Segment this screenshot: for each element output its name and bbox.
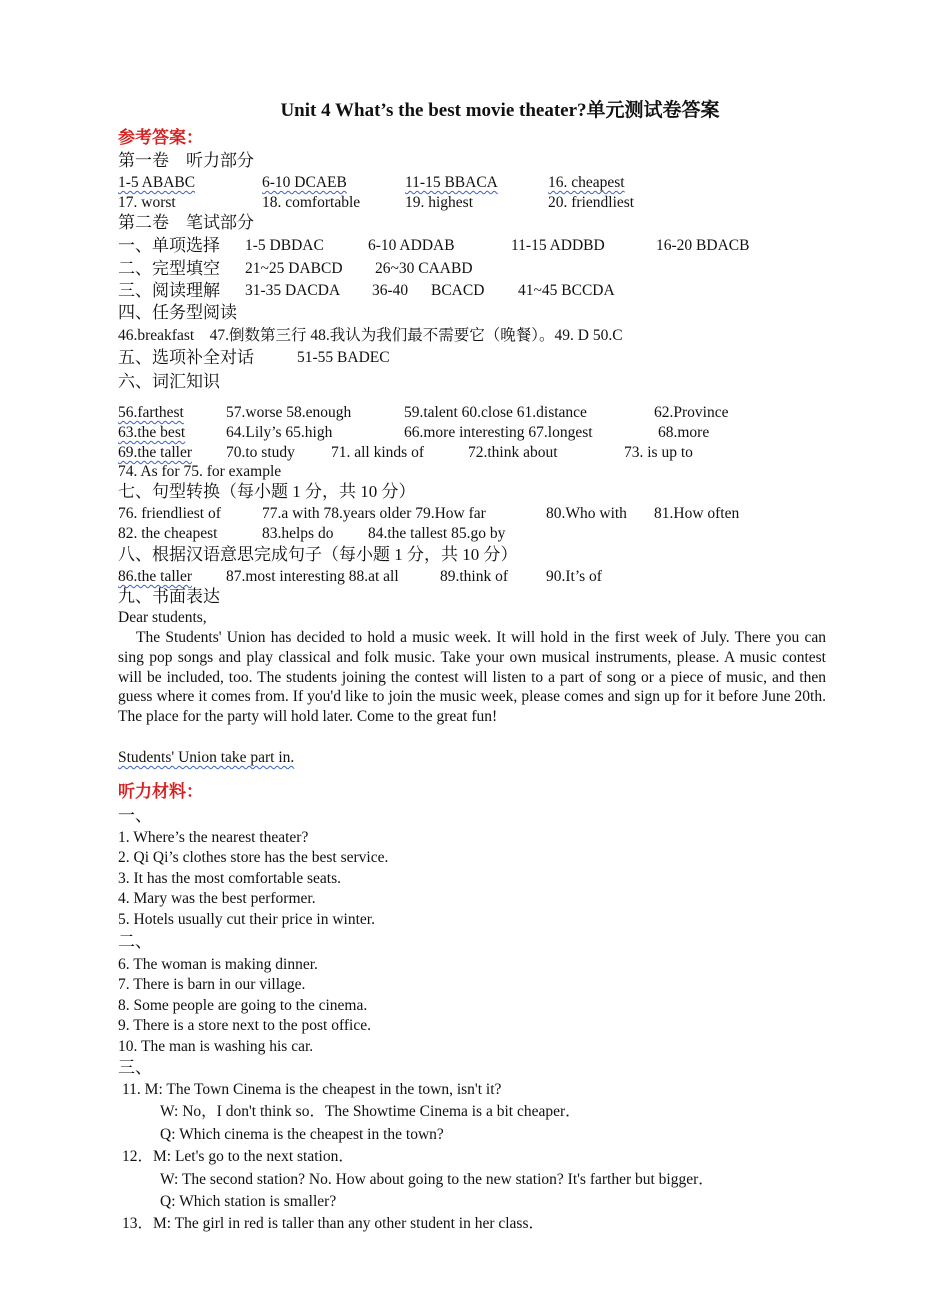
answer-cell: 56.farthest xyxy=(118,404,184,421)
answer-cell: 84.the tallest 85.go by xyxy=(368,525,506,542)
answer-cell: 31-35 DACDA xyxy=(245,282,341,299)
listening-item: 6. The woman is making dinner. xyxy=(118,956,318,973)
listening-part1-heading: 一、 xyxy=(118,806,152,825)
answer-cell: 26~30 CAABD xyxy=(375,260,473,277)
dialog-line: Q: Which station is smaller? xyxy=(160,1193,337,1210)
listening-item: 3. It has the most comfortable seats. xyxy=(118,870,341,887)
listening-part3-heading: 三、 xyxy=(118,1058,152,1077)
answer-cell: 81.How often xyxy=(654,505,740,522)
answer-cell: 82. the cheapest xyxy=(118,525,218,542)
answer-cell: 59.talent 60.close 61.distance xyxy=(404,404,587,421)
answer-cell: 71. all kinds of xyxy=(331,444,424,461)
answer-cell: 80.Who with xyxy=(546,505,627,522)
answer-cell: BCACD xyxy=(431,282,485,299)
section9-heading: 九、书面表达 xyxy=(118,587,220,606)
part2-heading: 第二卷 笔试部分 xyxy=(118,213,254,232)
section8-heading: 八、根据汉语意思完成句子（每小题 1 分，共 10 分） xyxy=(118,545,518,564)
dialog-line: 13．M: The girl in red is taller than any other student in her class． xyxy=(122,1215,544,1232)
answer-cell: 64.Lily’s 65.high xyxy=(226,424,333,441)
answer-cell: 17. worst xyxy=(118,194,176,211)
answer-cell: 69.the taller xyxy=(118,444,193,461)
answer-cell: 72.think about xyxy=(468,444,558,461)
dialog-line: W: No，I don't think so．The Showtime Cinema is a bit cheaper． xyxy=(160,1103,581,1120)
answer-cell: 11-15 BBACA xyxy=(405,174,498,191)
part1-heading: 第一卷 听力部分 xyxy=(118,151,254,170)
listening-item: 7. There is barn in our village. xyxy=(118,976,306,993)
listening-item: 5. Hotels usually cut their price in winter. xyxy=(118,911,375,928)
listening-item: 1. Where’s the nearest theater? xyxy=(118,829,309,846)
listening-item: 10. The man is washing his car. xyxy=(118,1038,314,1055)
vocab-row-4: 74. As for 75. for example xyxy=(118,463,282,480)
answer-cell: 6-10 ADDAB xyxy=(368,237,455,254)
dialog-line: Q: Which cinema is the cheapest in the town? xyxy=(160,1126,444,1143)
answer-cell: 66.more interesting 67.longest xyxy=(404,424,593,441)
answer-cell: 73. is up to xyxy=(624,444,693,461)
answer-cell: 68.more xyxy=(658,424,710,441)
section-label: 一、单项选择 xyxy=(118,236,220,255)
listening-material-heading: 听力材料： xyxy=(118,782,203,801)
dialog-line: 11. M: The Town Cinema is the cheapest in the town, isn't it? xyxy=(122,1081,502,1098)
listening-item: 8. Some people are going to the cinema. xyxy=(118,997,368,1014)
answer-cell: 86.the taller xyxy=(118,568,193,585)
letter-signature: Students' Union take part in. xyxy=(118,749,295,766)
letter-body: The Students' Union has decided to hold a music week. It will hold in the first week of July. There you can sing pop songs and play classical and folk music. Take your own musical instruments, please. A music contest will be included, too. The students joining the contest will listen to a part of song or a piece of music, and then guess where it comes from. If you'd like to join the music week, please comes and sign up for it before June 20th. The place for the party will hold later. Come to the great fun! xyxy=(118,629,826,726)
dialog-line: 12．M: Let's go to the next station． xyxy=(122,1148,354,1165)
answer-cell: 1-5 ABABC xyxy=(118,174,196,191)
answer-cell: 76. friendliest of xyxy=(118,505,221,522)
answer-cell: 19. highest xyxy=(405,194,474,211)
document-title: Unit 4 What’s the best movie theater?单元测试卷答案 xyxy=(280,100,720,121)
answer-cell: 16. cheapest xyxy=(548,174,625,191)
answer-cell: 36-40 xyxy=(372,282,409,299)
answer-cell: 18. comfortable xyxy=(262,194,361,211)
section6-heading: 六、词汇知识 xyxy=(118,372,220,391)
section4-heading: 四、任务型阅读 xyxy=(118,303,237,322)
section-label: 三、阅读理解 xyxy=(118,281,220,300)
answer-cell: 11-15 ADDBD xyxy=(511,237,605,254)
answer-cell: 89.think of xyxy=(440,568,509,585)
listening-part2-heading: 二、 xyxy=(118,932,152,951)
answer-cell: 51-55 BADEC xyxy=(297,349,390,366)
answer-cell: 41~45 BCCDA xyxy=(518,282,615,299)
answer-cell: 83.helps do xyxy=(262,525,334,542)
letter-greeting: Dear students, xyxy=(118,609,207,626)
answer-cell: 57.worse 58.enough xyxy=(226,404,352,421)
listening-item: 9. There is a store next to the post office. xyxy=(118,1017,371,1034)
answer-cell: 77.a with 78.years older 79.How far xyxy=(262,505,486,522)
dialog-line: W: The second station? No. How about going to the new station? It's farther but bigger． xyxy=(160,1171,714,1188)
section-label: 五、选项补全对话 xyxy=(118,348,254,367)
reference-answers-heading: 参考答案： xyxy=(118,128,203,147)
answer-cell: 21~25 DABCD xyxy=(245,260,343,277)
answer-cell: 16-20 BDACB xyxy=(656,237,750,254)
answer-cell: 62.Province xyxy=(654,404,729,421)
answer-cell: 90.It’s of xyxy=(546,568,602,585)
answer-cell: 6-10 DCAEB xyxy=(262,174,347,191)
section-label: 二、完型填空 xyxy=(118,259,220,278)
answer-cell: 63.the best xyxy=(118,424,186,441)
answer-cell: 87.most interesting 88.at all xyxy=(226,568,399,585)
listening-item: 2. Qi Qi’s clothes store has the best service. xyxy=(118,849,389,866)
section7-heading: 七、句型转换（每小题 1 分，共 10 分） xyxy=(118,482,416,501)
answer-cell: 20. friendliest xyxy=(548,194,635,211)
answer-cell: 1-5 DBDAC xyxy=(245,237,324,254)
section4-answers: 46.breakfast 47.倒数第三行 48.我认为我们最不需要它（晚餐）。49. D 50.C xyxy=(118,327,623,344)
answer-cell: 70.to study xyxy=(226,444,295,461)
listening-item: 4. Mary was the best performer. xyxy=(118,890,316,907)
